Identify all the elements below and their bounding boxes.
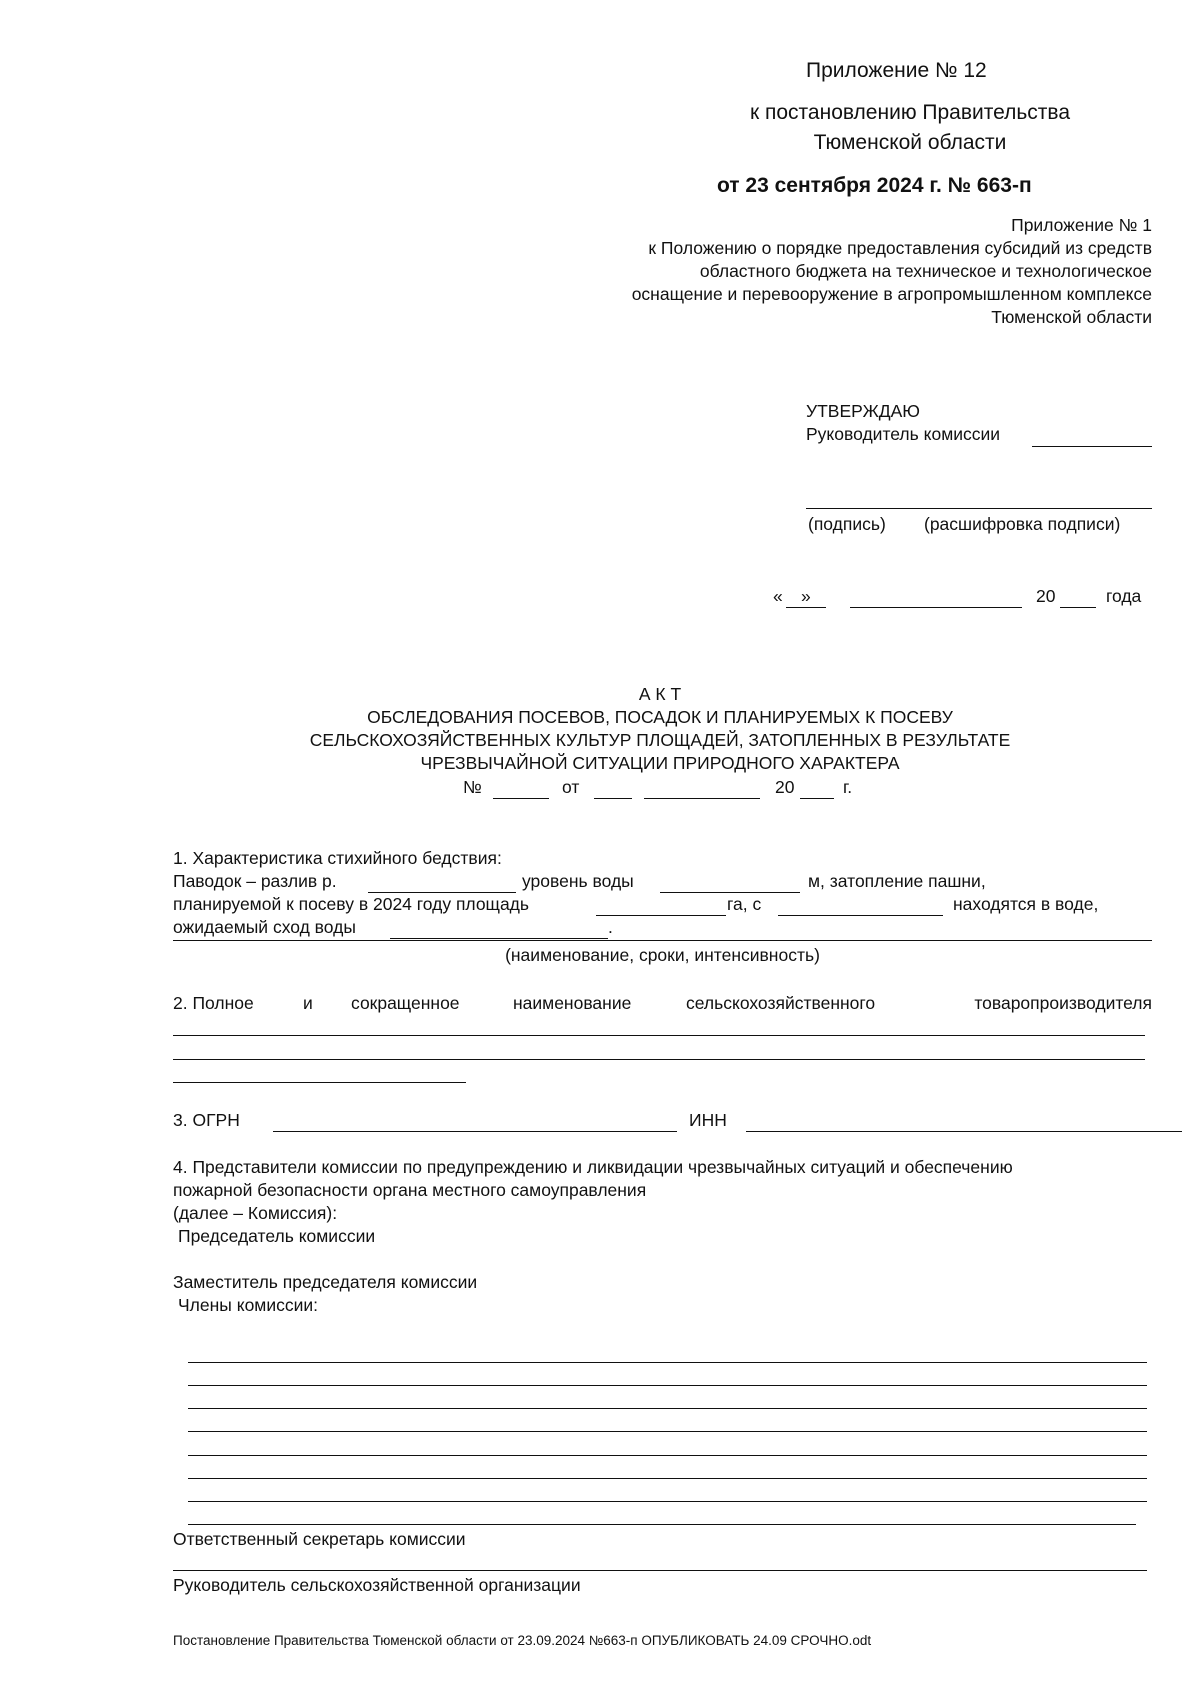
member-line <box>188 1431 1147 1432</box>
act-from-label: от <box>562 777 580 797</box>
head-signature-line <box>1032 446 1152 447</box>
to-resolution-line2: Тюменской области <box>813 131 1007 154</box>
date-year-suffix: года <box>1106 586 1142 606</box>
act-year-line <box>800 798 834 799</box>
members-label: Члены комиссии: <box>178 1295 319 1315</box>
act-year-prefix: 20 <box>775 777 795 797</box>
member-line <box>188 1455 1147 1456</box>
signature-line <box>806 508 1152 509</box>
section1-heading: 1. Характеристика стихийного бедствия: <box>173 848 502 868</box>
flood-suffix: м, затопление пашни, <box>808 871 986 891</box>
date-year-prefix: 20 <box>1036 586 1056 606</box>
water-level-line <box>660 892 800 893</box>
act-day-line <box>594 798 632 799</box>
approve-label: УТВЕРЖДАЮ <box>806 401 920 421</box>
sub-annex-line: к Положению о порядке предоставления субсидий из средств <box>648 238 1152 258</box>
act-month-line <box>644 798 760 799</box>
date-since-line <box>778 915 943 916</box>
member-line <box>188 1385 1147 1386</box>
section2-word: сокращенное <box>351 993 460 1013</box>
act-number-line <box>493 798 549 799</box>
date-month-line <box>850 607 1022 608</box>
section2-word: 2. Полное <box>173 993 254 1013</box>
expected-label: ожидаемый сход воды <box>173 917 356 937</box>
date-quote-open: « <box>773 586 783 606</box>
member-line <box>188 1501 1147 1502</box>
annex-title: Приложение № 12 <box>806 59 987 82</box>
footer-filename: Постановление Правительства Тюменской области от 23.09.2024 №663-п ОПУБЛИКОВАТЬ 24.09 СРОЧНО.odt <box>173 1633 872 1648</box>
ogrn-label: 3. ОГРН <box>173 1110 240 1130</box>
inn-label: ИНН <box>689 1110 727 1130</box>
org-head-line <box>173 1570 1147 1571</box>
date-year-line <box>1060 607 1096 608</box>
river-name-line <box>368 892 516 893</box>
member-line <box>188 1524 1136 1525</box>
chairman-label: Председатель комиссии <box>178 1226 376 1246</box>
date-quote-close: » <box>801 586 811 606</box>
to-resolution-line1: к постановлению Правительства <box>749 101 1071 124</box>
act-number-label: № <box>463 777 482 797</box>
in-water-label: находятся в воде, <box>953 894 1099 914</box>
act-year-suffix: г. <box>843 777 853 797</box>
org-head-label: Руководитель сельскохозяйственной организации <box>173 1575 581 1595</box>
ha-label: га, с <box>727 894 762 914</box>
sub-annex-title: Приложение № 1 <box>1011 215 1152 235</box>
section2-word: сельскохозяйственного <box>686 993 876 1013</box>
act-title-line: ОБСЛЕДОВАНИЯ ПОСЕВОВ, ПОСАДОК И ПЛАНИРУЕМЫХ К ПОСЕВУ <box>367 707 953 727</box>
commission-head-label: Руководитель комиссии <box>806 424 1001 444</box>
sub-annex-line: областного бюджета на техническое и технологическое <box>699 261 1152 281</box>
flood-prefix: Паводок – разлив р. <box>173 871 337 891</box>
secretary-label: Ответственный секретарь комиссии <box>173 1529 466 1549</box>
section4-line: пожарной безопасности органа местного самоуправления <box>173 1180 647 1200</box>
producer-name-line <box>173 1035 1145 1036</box>
signature-decoding-caption: (расшифровка подписи) <box>924 514 1121 534</box>
sub-annex-line: Тюменской области <box>991 307 1152 327</box>
section4-line: 4. Представители комиссии по предупреждению и ликвидации чрезвычайных ситуаций и обеспечению <box>173 1157 1013 1177</box>
expected-line <box>390 938 608 939</box>
member-line <box>188 1362 1147 1363</box>
section2-word: товаропроизводителя <box>974 993 1152 1013</box>
resolution-date: от 23 сентября 2024 г. № 663-п <box>717 174 1032 197</box>
inn-line <box>746 1131 1182 1132</box>
sub-annex-line: оснащение и перевооружение в агропромышленном комплексе <box>631 284 1152 304</box>
section2-word: наименование <box>513 993 632 1013</box>
ogrn-line <box>273 1131 677 1132</box>
producer-name-line <box>173 1082 466 1083</box>
member-line <box>188 1408 1147 1409</box>
deputy-label: Заместитель председателя комиссии <box>173 1272 478 1292</box>
act-title: А К Т <box>638 684 682 704</box>
water-level-label: уровень воды <box>522 871 634 891</box>
date-day-line <box>786 607 826 608</box>
producer-name-line <box>173 1059 1145 1060</box>
act-title-line: ЧРЕЗВЫЧАЙНОЙ СИТУАЦИИ ПРИРОДНОГО ХАРАКТЕРА <box>420 753 900 773</box>
planned-prefix: планируемой к посеву в 2024 году площадь <box>173 894 530 914</box>
expected-dot: . <box>608 917 613 937</box>
act-title-line: СЕЛЬСКОХОЗЯЙСТВЕННЫХ КУЛЬТУР ПЛОЩАДЕЙ, ЗАТОПЛЕННЫХ В РЕЗУЛЬТАТЕ <box>309 730 1011 750</box>
signature-caption: (подпись) <box>808 514 886 534</box>
section1-caption: (наименование, сроки, интенсивность) <box>505 945 820 965</box>
section1-underline <box>173 940 1152 941</box>
area-line <box>596 915 726 916</box>
section4-line: (далее – Комиссия): <box>173 1203 338 1223</box>
member-line <box>188 1478 1147 1479</box>
section2-word: и <box>303 993 313 1013</box>
